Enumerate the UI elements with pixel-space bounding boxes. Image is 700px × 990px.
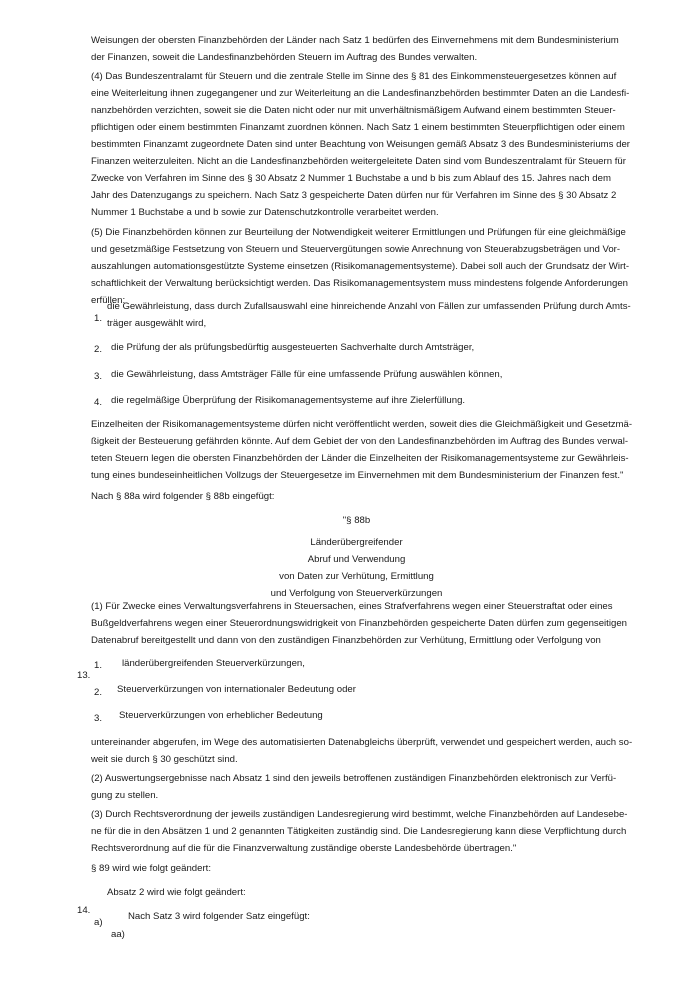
text-line: weit sie durch § 30 geschützt sind. [91,754,238,765]
text-line: untereinander abgerufen, im Wege des automatisierten Datenabgleichs überprüft, verwendet und gespeichert werden, auch so- [91,737,633,748]
list-item [107,298,631,332]
text-line: teten Steuern legen die obersten Finanzbehörden der Länder die Einzelheiten der Risikomanagementsysteme zur Gewährleis- [91,453,629,464]
section-number: "§ 88b [342,515,371,526]
text-line: schaftlichkeit der Verwaltung berücksichtigt werden. Das Risikomanagementsystem muss mindestens folgende Anforderungen [91,278,628,289]
text-line: die Gewährleistung, dass durch Zufallsauswahl eine hinreichende Anzahl von Fällen zur umfassenden Prüfung durch Amts- [107,301,631,312]
list-item: länderübergreifenden Steuerverkürzungen, [122,658,305,669]
text-line: pflichtigen oder einem bestimmten Finanzamt zuordnen können. Nach Satz 1 einem bestimmten Steuerpflichtigen oder einem [91,122,625,133]
text-line: Nummer 1 Buchstabe a und b sowie zur Datenschutzkontrolle verarbeitet werden. [91,207,439,218]
amendment-intro: § 89 wird wie folgt geändert: [91,863,211,874]
list-item-number: 4. [94,397,103,408]
text-line: auszahlungen automationsgestützte Systeme einsetzen (Risikomanagementsysteme). Dabei soll auch der Grundsatz der Wirt- [91,261,630,272]
title-line: Länderübergreifender [310,537,403,548]
title-line: und Verfolgung von Steuerverkürzungen [270,588,443,599]
text-line: ßigkeit der Besteuerung gefährden könnte. Auf dem Gebiet der von den Landesfinanzbehörden im Auftrag des Bundes verwal- [91,436,629,447]
amendment-intro: Nach § 88a wird folgender § 88b eingefügt: [91,491,275,502]
text-line: gung zu stellen. [91,790,159,801]
list-item-number: 2. [94,344,103,355]
text-line: und gesetzmäßige Festsetzung von Steuern und Steuervergütungen sowie Anrechnung von Steuerabzugsbeträgen und Vor- [91,244,621,255]
text-line: Zwecke von Verfahren im Sinne des § 30 Absatz 2 Nummer 1 Buchstabe a und b bis zum Ablauf des 15. Jahres nach dem [91,173,611,184]
text-line: tung eines bundeseinheitlichen Vollzugs der Steuergesetze im Einvernehmen mit dem Bundesministerium der Finanzen fest." [91,470,624,481]
list-item: die Prüfung der als prüfungsbedürftig ausgesteuerten Sachverhalte durch Amtsträger, [111,342,475,353]
sub-item-aa: Nach Satz 3 wird folgender Satz eingefügt: [128,911,310,922]
text-line: Rechtsverordnung auf die für die Finanzverwaltung zuständige oberste Landesbehörde übertragen." [91,843,517,854]
paragraph-absatz-4 [91,68,630,221]
list-item-number: 2. [94,687,103,698]
list-item-number: 3. [94,713,103,724]
text-line: träger ausgewählt wird, [107,318,207,329]
text-line: erfüllen: [91,295,126,306]
paragraph-absatz-5 [91,224,630,309]
list-item: die regelmäßige Überprüfung der Risikomanagementsysteme auf ihre Zielerfüllung. [111,395,466,406]
text-line: Einzelheiten der Risikomanagementsysteme dürfen nicht veröffentlicht werden, soweit dies die Gleichmäßigkeit und Gesetzmä- [91,419,633,430]
paragraph-88b-absatz-1 [91,598,627,649]
text-line: bestimmten Finanzamt zugeordnete Daten sind unter Beachtung von Weisungen gemäß Absatz 3 des Bundesministeriums der [91,139,630,150]
text-line: nanzbehörden verzichten, soweit sie die Daten nicht oder nur mit unverhältnismäßigem Aufwand einem bestimmten Steuer- [91,105,616,116]
text-line: (2) Auswertungsergebnisse nach Absatz 1 sind den jeweils betroffenen zuständigen Finanzbehörden elektronisch zur Verfü- [91,773,617,784]
list-item: Steuerverkürzungen von erheblicher Bedeutung [119,710,323,721]
text-line: (1) Für Zwecke eines Verwaltungsverfahrens in Steuersachen, eines Strafverfahrens wegen einer Steuerstraftat oder eines [91,601,613,612]
text-line: Jahr des Datenzugangs zu speichern. Nach Satz 3 gespeicherte Daten dürfen nur für Verfahren im Sinne des § 30 Absatz 2 [91,190,617,201]
title-line: von Daten zur Verhütung, Ermittlung [279,571,434,582]
list-item: die Gewährleistung, dass Amtsträger Fälle für eine umfassende Prüfung auswählen können, [111,369,503,380]
paragraph-weisungen [91,32,622,66]
item-number-13: 13. [77,670,91,681]
sub-item-letter: a) [94,917,103,928]
title-line: Abruf und Verwendung [307,554,406,565]
text-line: Finanzen weiterzuleiten. Nicht an die Landesfinanzbehörden weitergeleitete Daten sind vom Bundeszentralamt für Steuern für [91,156,626,167]
sub-item-a: Absatz 2 wird wie folgt geändert: [107,887,246,898]
paragraph-untereinander [91,734,633,768]
text-line: Datenabruf bereitgestellt und dann von den zuständigen Finanzbehörden zur Verhütung, Ermittlung oder Verfolgung von [91,635,601,646]
sub-item-letter: aa) [111,929,125,940]
item-number-14: 14. [77,905,91,916]
list-item: Steuerverkürzungen von internationaler Bedeutung oder [117,684,356,695]
text-line: der Finanzen, soweit die Landesfinanzbehörden Steuern im Auftrag des Bundes verwalten. [91,52,478,63]
paragraph-einzelheiten [91,416,633,484]
text-line: Bußgeldverfahrens wegen einer Steuerordnungswidrigkeit von Finanzbehörden gespeicherte Daten dürfen zum gegenseitigen [91,618,627,629]
text-line: (5) Die Finanzbehörden können zur Beurteilung der Notwendigkeit weiterer Ermittlungen und Prüfungen für eine gleichmäßige [91,227,626,238]
text-line: eine Weiterleitung ihnen zugegangener und zur Weiterleitung an die Landesfinanzbehörden bestimmter Daten an die Landesfi- [91,88,630,99]
paragraph-88b-absatz-3 [91,806,628,857]
list-item-number: 1. [94,313,103,324]
text-line: (3) Durch Rechtsverordnung der jeweils zuständigen Landesregierung wird bestimmt, welche Finanzbehörden auf Landesebe- [91,809,628,820]
section-title [91,534,622,602]
list-item-number: 3. [94,371,103,382]
paragraph-88b-absatz-2 [91,770,622,804]
text-line: (4) Das Bundeszentralamt für Steuern und die zentrale Stelle im Sinne des § 81 des Einkommensteuergesetzes können auf [91,71,617,82]
text-line: Weisungen der obersten Finanzbehörden der Länder nach Satz 1 bedürfen des Einvernehmens mit dem Bundesministerium [91,35,619,46]
text-line: ne für die in den Absätzen 1 und 2 genannten Tätigkeiten zuständig sind. Die Landesregierung kann diese Verpflichtung durch [91,826,627,837]
list-item-number: 1. [94,660,103,671]
